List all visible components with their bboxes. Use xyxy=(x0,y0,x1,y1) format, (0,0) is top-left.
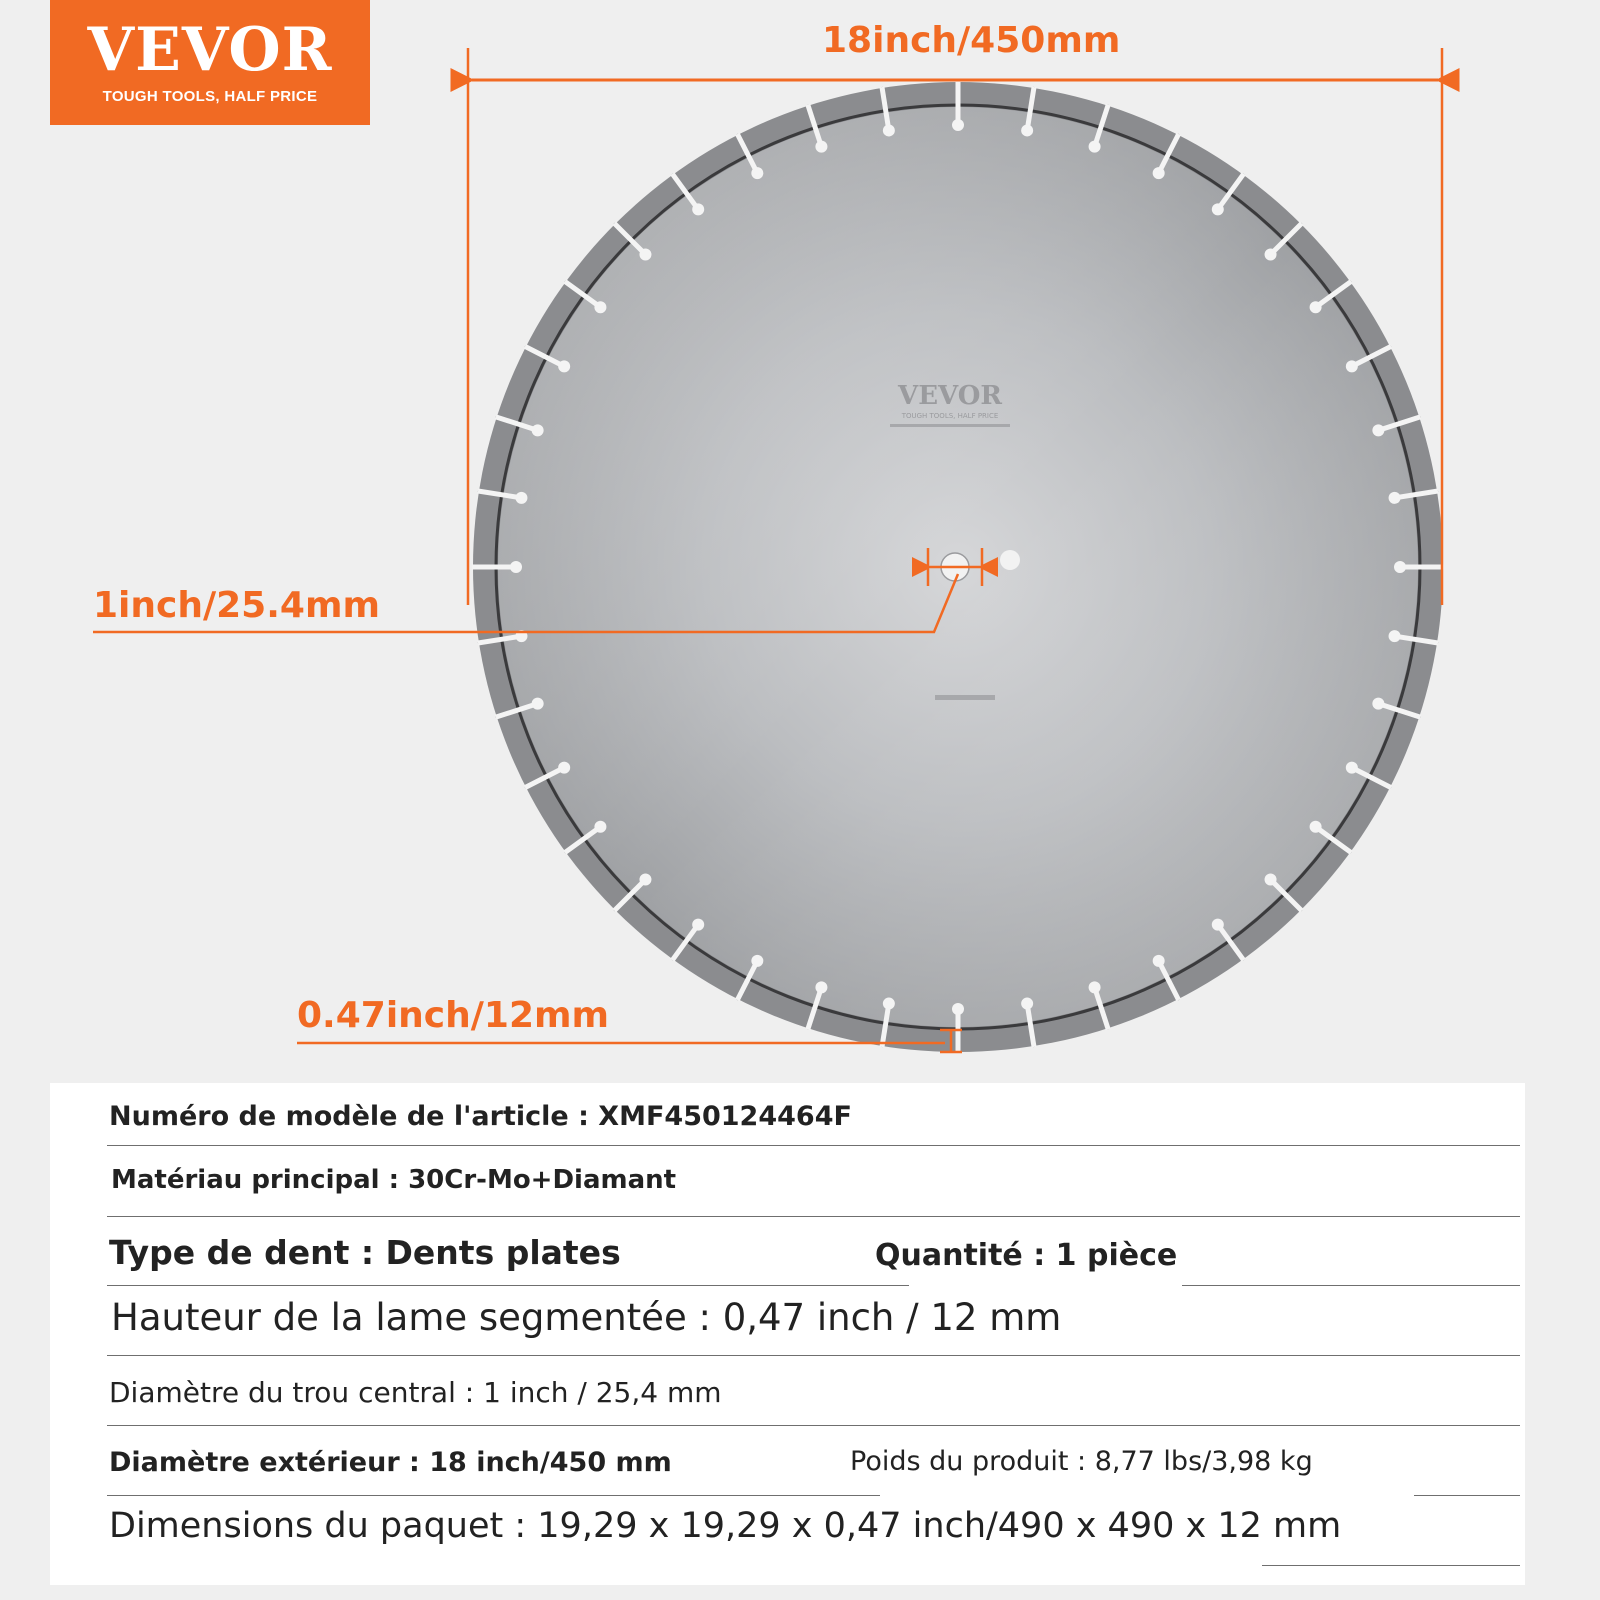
gullet-hole xyxy=(883,998,895,1010)
gullet-hole xyxy=(1389,492,1401,504)
spec-quantity: Quantité : 1 pièce xyxy=(875,1238,1178,1273)
gullet-hole xyxy=(1346,360,1358,372)
spec-weight: Poids du produit : 8,77 lbs/3,98 kg xyxy=(850,1446,1313,1477)
gullet-hole xyxy=(815,141,827,153)
gullet-hole xyxy=(883,124,895,136)
gullet-hole xyxy=(952,119,964,131)
gullet-hole xyxy=(532,698,544,710)
center-hole-label: 1inch/25.4mm xyxy=(93,585,380,626)
gullet-hole xyxy=(1265,248,1277,260)
spec-table xyxy=(50,1083,1525,1585)
gullet-hole xyxy=(639,874,651,886)
gullet-hole xyxy=(751,955,763,967)
gullet-hole xyxy=(1153,167,1165,179)
gullet-hole xyxy=(1212,919,1224,931)
gullet-hole xyxy=(1089,981,1101,993)
divider xyxy=(107,1216,1520,1217)
gullet-hole xyxy=(1394,561,1406,573)
brand-name: VEVOR xyxy=(87,15,333,85)
segment-height-label: 0.47inch/12mm xyxy=(297,995,610,1036)
divider xyxy=(1262,1565,1520,1566)
gullet-hole xyxy=(692,919,704,931)
blade-imprint-tagline: TOUGH TOOLS, HALF PRICE xyxy=(901,412,999,420)
gullet-hole xyxy=(1089,141,1101,153)
spec-model: Numéro de modèle de l'article : XMF450124464F xyxy=(109,1101,852,1132)
gullet-hole xyxy=(1372,698,1384,710)
gullet-hole xyxy=(515,492,527,504)
gullet-hole xyxy=(1021,998,1033,1010)
divider xyxy=(1182,1285,1520,1286)
spec-package-dimensions: Dimensions du paquet : 19,29 x 19,29 x 0,47 inch/490 x 490 x 12 mm xyxy=(109,1506,1342,1546)
gullet-hole xyxy=(1346,762,1358,774)
divider xyxy=(107,1145,1520,1146)
gullet-hole xyxy=(558,360,570,372)
spec-tooth-type: Type de dent : Dents plates xyxy=(109,1233,621,1272)
divider xyxy=(107,1495,880,1496)
gullet-hole xyxy=(692,203,704,215)
gullet-hole xyxy=(1265,874,1277,886)
spec-bore-diameter: Diamètre du trou central : 1 inch / 25,4 mm xyxy=(109,1376,722,1409)
gullet-hole xyxy=(594,301,606,313)
gullet-hole xyxy=(1310,301,1322,313)
pin-hole xyxy=(1000,550,1020,570)
gullet-hole xyxy=(594,821,606,833)
gullet-hole xyxy=(1212,203,1224,215)
gullet-hole xyxy=(558,762,570,774)
outer-diameter-label: 18inch/450mm xyxy=(822,20,1121,61)
gullet-hole xyxy=(1021,124,1033,136)
divider xyxy=(107,1285,909,1286)
gullet-hole xyxy=(952,1003,964,1015)
spec-outer-diameter: Diamètre extérieur : 18 inch/450 mm xyxy=(109,1447,672,1478)
divider xyxy=(107,1425,1520,1426)
spec-segment-height: Hauteur de la lame segmentée : 0,47 inch / 12 mm xyxy=(111,1296,1062,1339)
spec-material: Matériau principal : 30Cr-Mo+Diamant xyxy=(111,1165,677,1195)
gullet-hole xyxy=(815,981,827,993)
gullet-hole xyxy=(1310,821,1322,833)
gullet-hole xyxy=(510,561,522,573)
divider xyxy=(1414,1495,1520,1496)
gullet-hole xyxy=(639,248,651,260)
gullet-hole xyxy=(1372,424,1384,436)
gullet-hole xyxy=(532,424,544,436)
brand-tagline: TOUGH TOOLS, HALF PRICE xyxy=(102,88,318,105)
gullet-hole xyxy=(1389,630,1401,642)
gullet-hole xyxy=(751,167,763,179)
divider xyxy=(107,1355,1520,1356)
blade-imprint-brand: VEVOR xyxy=(898,381,1002,411)
gullet-hole xyxy=(1153,955,1165,967)
